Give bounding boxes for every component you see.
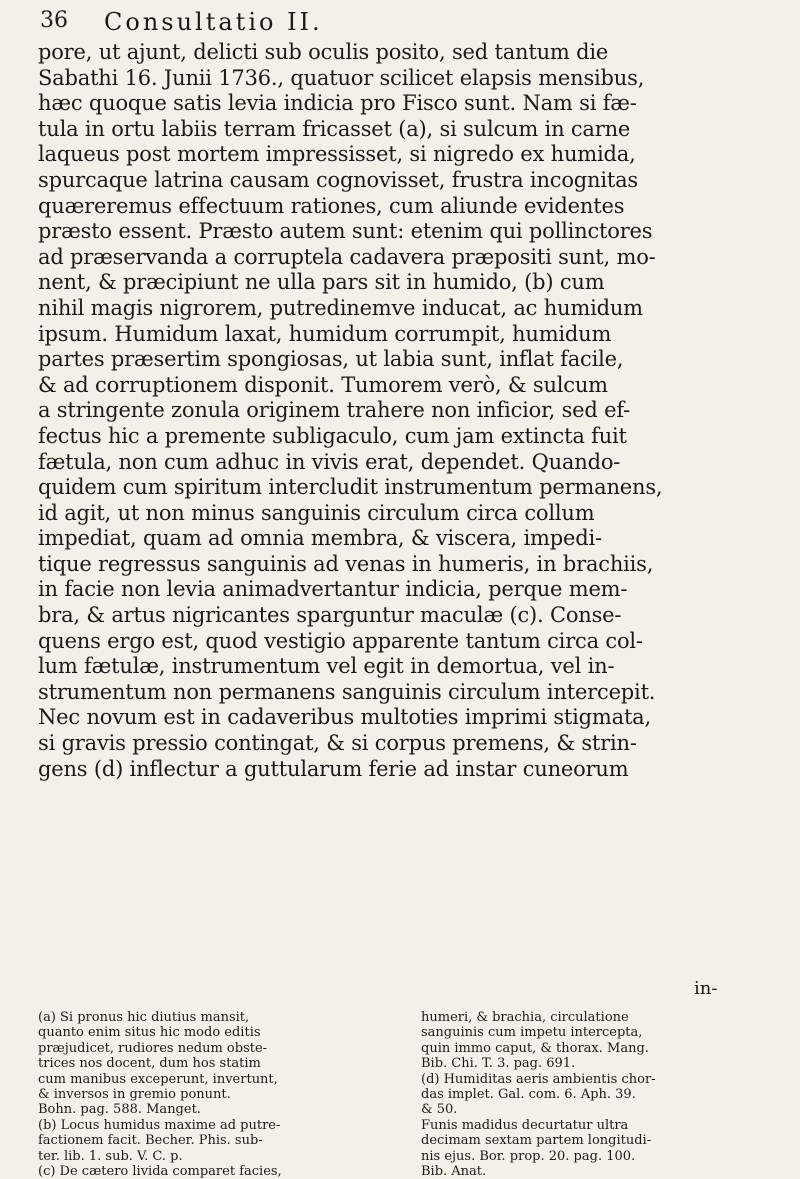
footnote-line: Funis madidus decurtatur ultra bbox=[421, 1117, 629, 1133]
text-line: ad præservanda a corruptela cadavera præpositi sunt, mo- bbox=[38, 244, 656, 269]
text-line: tula in ortu labiis terram fricasset (a), si sulcum in carne bbox=[38, 116, 631, 141]
text-line: impediat, quam ad omnia membra, & viscera, impedi- bbox=[38, 526, 602, 551]
text-line: in facie non levia animadvertantur indicia, perque mem- bbox=[38, 577, 628, 602]
text-line: ipsum. Humidum laxat, humidum corrumpit, humidum bbox=[38, 321, 612, 346]
text-line: nent, & præcipiunt ne ulla pars sit in humido, (b) cum bbox=[38, 270, 605, 295]
text-line: si gravis pressio contingat, & si corpus premens, & strin- bbox=[38, 731, 637, 756]
footnote-line: præjudicet, rudiores nedum obste- bbox=[38, 1040, 268, 1056]
footnote-line: ter. lib. 1. sub. V. C. p. bbox=[38, 1148, 183, 1164]
text-line: gens (d) inflectur a guttularum ferie ad instar cuneorum bbox=[38, 756, 629, 781]
text-line: bra, & artus nigricantes sparguntur maculæ (c). Conse- bbox=[38, 603, 622, 628]
text-line: præsto essent. Præsto autem sunt: etenim qui pollinctores bbox=[38, 219, 653, 244]
text-line: hæc quoque satis levia indicia pro Fisco sunt. Nam si fæ- bbox=[38, 91, 637, 116]
footnote-line: quanto enim situs hic modo editis bbox=[38, 1025, 261, 1041]
text-line: partes præsertim spongiosas, ut labia sunt, inflat facile, bbox=[38, 347, 624, 372]
text-line: quens ergo est, quod vestigio apparente tantum circa col- bbox=[38, 628, 643, 653]
text-line: lum fætulæ, instrumentum vel egit in demortua, vel in- bbox=[38, 654, 615, 679]
footnote-line: cum manibus exceperunt, invertunt, bbox=[38, 1071, 278, 1087]
footnote-line: Bib. Chi. T. 3. pag. 691. bbox=[421, 1056, 576, 1072]
footnote-line: & 50. bbox=[421, 1102, 458, 1118]
footnotes bbox=[38, 1010, 768, 1179]
text-line: a stringente zonula originem trahere non inficior, sed ef- bbox=[38, 398, 631, 423]
text-line: spurcaque latrina causam cognovisset, frustra incognitas bbox=[38, 167, 638, 192]
text-line: fætula, non cum adhuc in vivis erat, dependet. Quando- bbox=[38, 449, 621, 474]
footnote-line: humeri, & brachia, circulatione bbox=[421, 1010, 629, 1025]
footnote-line: das implet. Gal. com. 6. Aph. 39. bbox=[421, 1086, 636, 1102]
footnote-line: quin immo caput, & thorax. Mang. bbox=[421, 1040, 649, 1056]
page-header bbox=[40, 8, 740, 42]
text-line: nihil magis nigrorem, putredinemve inducat, ac humidum bbox=[38, 295, 643, 320]
footnote-line: (c) De cætero livida comparet facies, bbox=[38, 1163, 282, 1179]
footnotes-left-column bbox=[38, 1010, 383, 1179]
text-line: id agit, ut non minus sanguinis circulum circa collum bbox=[38, 500, 595, 525]
text-line: Nec novum est in cadaveribus multoties imprimi stigmata, bbox=[38, 705, 651, 730]
page-number: 36 bbox=[40, 8, 68, 33]
footnote-line: factionem facit. Becher. Phis. sub- bbox=[38, 1133, 263, 1149]
text-line: & ad corruptionem disponit. Tumorem verò, & sulcum bbox=[38, 372, 608, 397]
footnote-line: nis ejus. Bor. prop. 20. pag. 100. bbox=[421, 1148, 636, 1164]
text-line: quidem cum spiritum intercludit instrumentum permanens, bbox=[38, 475, 663, 500]
footnote-line: (a) Si pronus hic diutius mansit, bbox=[38, 1010, 250, 1025]
text-line: laqueus post mortem impressisset, si nigredo ex humida, bbox=[38, 142, 636, 167]
catchword: in- bbox=[694, 978, 718, 999]
text-line: quæreremus effectuum rationes, cum aliunde evidentes bbox=[38, 193, 625, 218]
footnotes-right-column bbox=[421, 1010, 766, 1179]
footnote-line: Bohn. pag. 588. Manget. bbox=[38, 1102, 201, 1118]
text-line: strumentum non permanens sanguinis circulum intercepit. bbox=[38, 679, 656, 704]
footnote-line: sanguinis cum impetu intercepta, bbox=[421, 1025, 643, 1041]
text-line: tique regressus sanguinis ad venas in humeris, in brachiis, bbox=[38, 551, 654, 576]
footnote-line: decimam sextam partem longitudi- bbox=[421, 1133, 652, 1149]
text-line: pore, ut ajunt, delicti sub oculis posito, sed tantum die bbox=[38, 40, 609, 64]
footnote-line: (b) Locus humidus maxime ad putre- bbox=[38, 1117, 281, 1133]
text-line: fectus hic a premente subligaculo, cum jam extincta fuit bbox=[38, 423, 627, 448]
main-text bbox=[38, 40, 758, 782]
footnote-line: trices nos docent, dum hos statim bbox=[38, 1056, 261, 1072]
footnote-line: & inversos in gremio ponunt. bbox=[38, 1086, 231, 1102]
footnote-line: Bib. Anat. bbox=[421, 1163, 487, 1179]
footnote-line: (d) Humiditas aeris ambientis chor- bbox=[421, 1071, 656, 1087]
running-title: Consultatio II. bbox=[104, 8, 323, 36]
text-line: Sabathi 16. Junii 1736., quatuor scilicet elapsis mensibus, bbox=[38, 65, 645, 90]
